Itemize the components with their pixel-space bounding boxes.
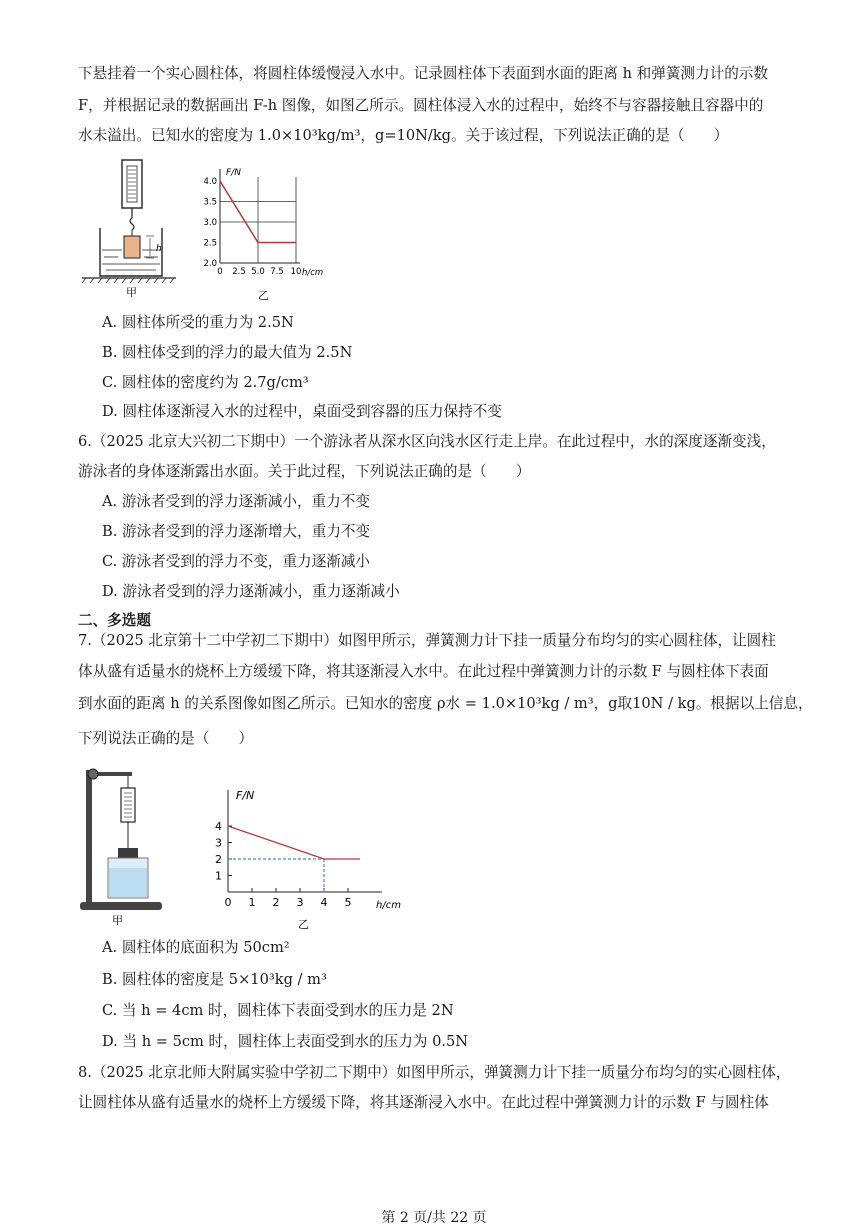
y-tick-label: 2.0 <box>203 259 217 269</box>
y-tick-label: 2.5 <box>203 238 217 249</box>
q6-option-b[interactable]: B. 游泳者受到的浮力逐渐增大，重力不变 <box>102 523 371 540</box>
q7-chart-yi <box>210 784 410 934</box>
x-tick-label: 4 <box>320 896 328 909</box>
q5-line-3: 水未溢出。已知水的密度为 1.0×10³kg/m³，g=10N/kg。关于该过程，下列说法正确的是（ ） <box>78 127 729 144</box>
q7-line-4: 下列说法正确的是（ ） <box>78 730 254 747</box>
page-footer: 第 2 页/共 22 页 <box>381 1210 487 1226</box>
data-line <box>228 826 360 859</box>
q5-fig-jia-label: 甲 <box>126 286 137 299</box>
q7-fig-jia-label: 甲 <box>112 914 123 927</box>
q7-option-b[interactable]: B. 圆柱体的密度是 5×10³kg / m³ <box>102 971 327 988</box>
q7-line-1: 7.（2025 北京第十二中学初二下期中）如图甲所示，弹簧测力计下挂一质量分布均匀的实心圆柱体，让圆柱 <box>78 632 776 649</box>
y-tick-label: 4 <box>215 820 222 833</box>
y-tick-label: 4.0 <box>203 177 217 187</box>
q5-option-a[interactable]: A. 圆柱体所受的重力为 2.5N <box>102 314 294 331</box>
q5-line-2: F，并根据记录的数据画出 F-h 图像，如图乙所示。圆柱体浸入水的过程中，始终不与容器接触且容器中的 <box>78 97 764 114</box>
q7-option-c[interactable]: C. 当 h = 4cm 时，圆柱体下表面受到水的压力是 2N <box>102 1002 454 1019</box>
q5-line-1: 下悬挂着一个实心圆柱体，将圆柱体缓慢浸入水中。记录圆柱体下表面到水面的距离 h 和弹簧测力计的示数 <box>78 65 768 82</box>
x-tick-label: 2 <box>272 896 280 909</box>
y-tick-label: 1 <box>215 869 222 883</box>
y-tick-label: 3 <box>215 836 222 850</box>
x-axis-title: h/cm <box>376 900 401 911</box>
y-tick-label: 2 <box>215 853 222 866</box>
x-tick-label: 10 <box>290 267 302 277</box>
q8-line-2: 让圆柱体从盛有适量水的烧杯上方缓缓下降，将其逐渐浸入水中。在此过程中弹簧测力计的示数 F 与圆柱体 <box>78 1094 769 1111</box>
q7-line-3: 到水面的距离 h 的关系图像如图乙所示。已知水的密度 ρ水 = 1.0×10³kg / m³，g取10N / kg。根据以上信息， <box>78 695 813 712</box>
q7-fig-yi-label: 乙 <box>298 918 309 931</box>
q6-option-d[interactable]: D. 游泳者受到的浮力逐渐减小，重力逐渐减小 <box>102 583 400 600</box>
q7-option-a[interactable]: A. 圆柱体的底面积为 50cm² <box>102 939 290 956</box>
q6-line-1: 6.（2025 北京大兴初二下期中）一个游泳者从深水区向浅水区行走上岸。在此过程中，水的深度逐渐变浅， <box>78 433 776 450</box>
q5-fig-yi-label: 乙 <box>258 289 269 302</box>
q5-option-d[interactable]: D. 圆柱体逐渐浸入水的过程中，桌面受到容器的压力保持不变 <box>102 403 502 420</box>
x-axis-title: h/cm <box>302 268 324 278</box>
x-tick-label: 7.5 <box>270 267 284 277</box>
q5-option-c[interactable]: C. 圆柱体的密度约为 2.7g/cm³ <box>102 374 309 391</box>
x-tick-label: 2.5 <box>232 267 246 277</box>
x-tick-label: 0 <box>224 896 232 909</box>
x-tick-label: 3 <box>296 896 304 909</box>
q7-line-2: 体从盛有适量水的烧杯上方缓缓下降，将其逐渐浸入水中。在此过程中弹簧测力计的示数 F 与圆柱体下表面 <box>78 663 769 680</box>
q7-option-d[interactable]: D. 当 h = 5cm 时，圆柱体上表面受到水的压力为 0.5N <box>102 1033 469 1050</box>
section-title: 二、多选题 <box>78 612 151 629</box>
q6-line-2: 游泳者的身体逐渐露出水面。关于此过程，下列说法正确的是（ ） <box>78 463 531 480</box>
q5-option-b[interactable]: B. 圆柱体受到的浮力的最大值为 2.5N <box>102 344 353 361</box>
y-axis-title: F/N <box>236 789 255 802</box>
y-tick-label: 3.0 <box>203 218 217 228</box>
q5-h-label: h <box>156 244 162 254</box>
q5-chart-yi <box>196 163 336 303</box>
x-tick-label: 1 <box>248 896 256 909</box>
x-tick-label: 5 <box>344 896 352 909</box>
y-tick-label: 3.5 <box>203 197 217 208</box>
q6-option-a[interactable]: A. 游泳者受到的浮力逐渐减小，重力不变 <box>102 493 370 510</box>
q8-line-1: 8.（2025 北京北师大附属实验中学初二下期中）如图甲所示，弹簧测力计下挂一质量分布均匀的实心圆柱体， <box>78 1064 791 1081</box>
x-tick-label: 0 <box>217 267 223 277</box>
y-axis-title: F/N <box>226 168 241 178</box>
q7-figure-jia <box>76 758 176 928</box>
q6-option-c[interactable]: C. 游泳者受到的浮力不变，重力逐渐减小 <box>102 553 371 570</box>
x-tick-label: 5.0 <box>251 267 265 277</box>
q5-figure-jia <box>78 158 178 298</box>
